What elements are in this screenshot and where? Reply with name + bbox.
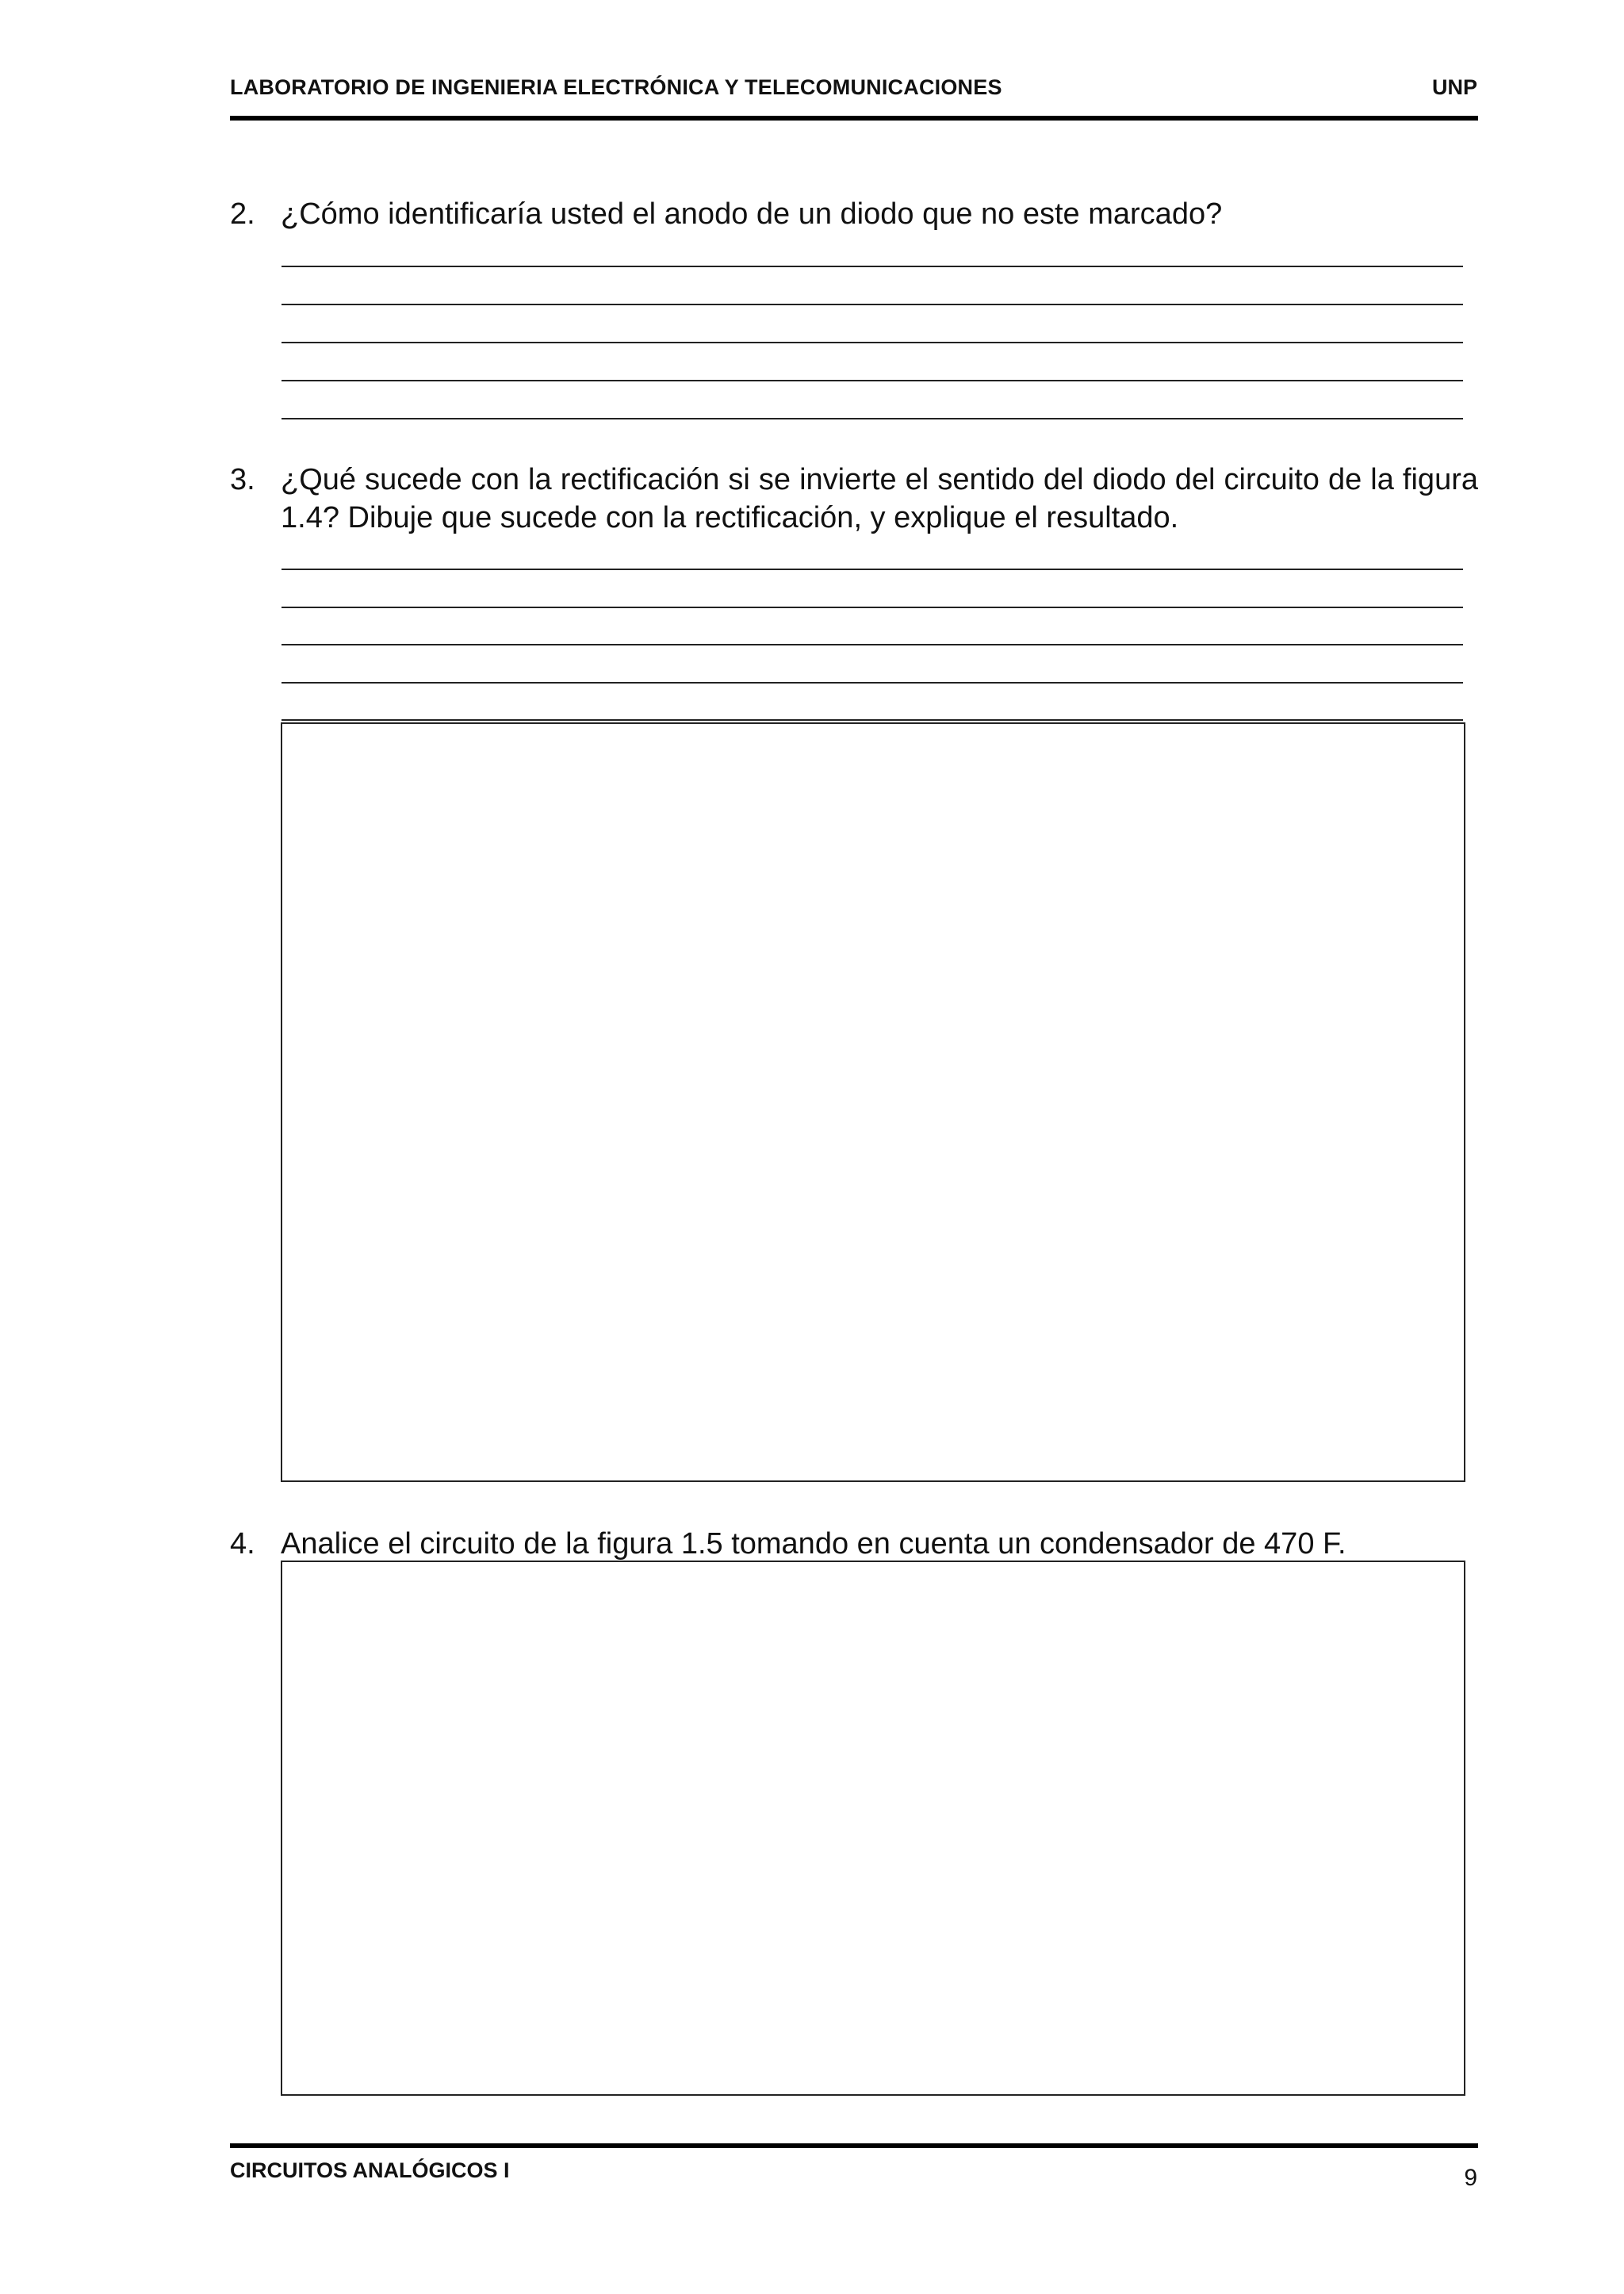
answer-line[interactable] [282,607,1463,608]
page-header [230,75,1477,107]
header-rule [230,116,1478,121]
question-number: 2. [230,197,255,231]
footer-rule [230,2143,1478,2148]
answer-line[interactable] [282,644,1463,645]
question-number: 4. [230,1527,255,1561]
answer-line[interactable] [282,418,1463,419]
question-3 [230,461,1478,540]
footer-course-title: CIRCUITOS ANALÓGICOS I [230,2158,510,2182]
answer-line[interactable] [282,719,1463,721]
answer-line[interactable] [282,569,1463,570]
question-text: Analice el circuito de la figura 1.5 tomando en cuenta un condensador de 470 F. [281,1527,1346,1561]
answer-line[interactable] [282,380,1463,381]
question-2 [230,195,1478,235]
drawing-box-question-3[interactable] [281,722,1465,1482]
answer-line[interactable] [282,266,1463,267]
page-number: 9 [1464,2165,1477,2191]
question-text: ¿Qué sucede con la rectificación si se invierte el sentido del diodo del circuito de la figura 1.4? Dibuje que sucede con la rectificación, y explique el resultado. [281,463,1478,534]
question-4 [230,1525,1478,1564]
header-university: UNP [1431,75,1477,99]
question-number: 3. [230,463,255,496]
answer-line[interactable] [282,682,1463,684]
answer-line[interactable] [282,342,1463,343]
drawing-box-question-4[interactable] [281,1561,1465,2096]
question-text: ¿Cómo identificaría usted el anodo de un diodo que no este marcado? [281,197,1223,231]
answer-line[interactable] [282,304,1463,305]
header-lab-title: LABORATORIO DE INGENIERIA ELECTRÓNICA Y TELECOMUNICACIONES [230,75,1002,99]
